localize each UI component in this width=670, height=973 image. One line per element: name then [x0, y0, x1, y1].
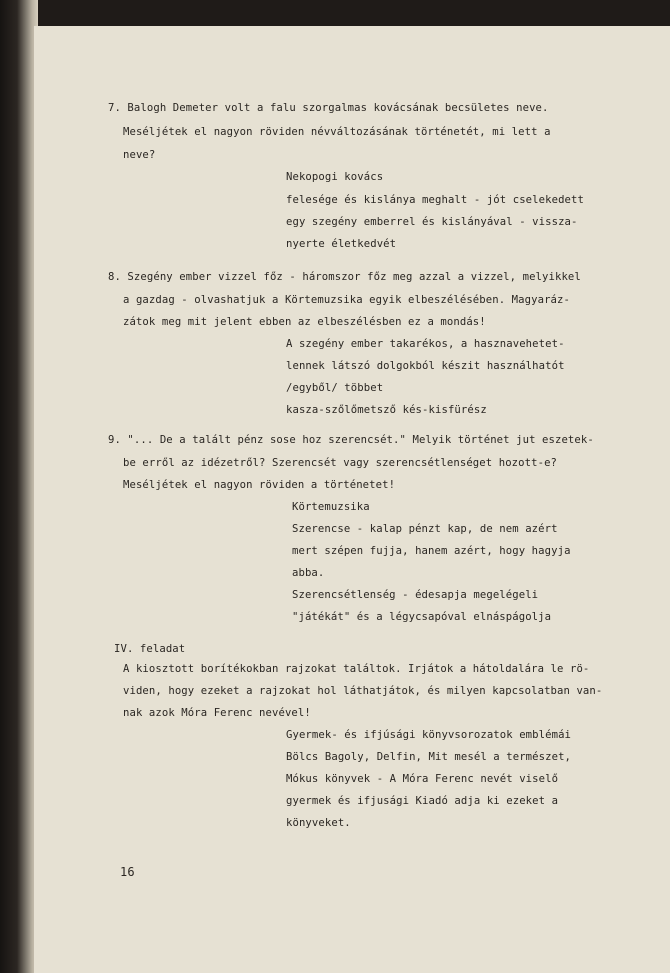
- answer-line: Körtemuzsika: [292, 501, 370, 513]
- book-binding-shadow: [0, 0, 38, 973]
- question-8-line: zátok meg mit jelent ebben az elbeszélésben ez a mondás!: [123, 316, 486, 328]
- answer-line: abba.: [292, 567, 325, 579]
- answer-line: könyveket.: [286, 817, 351, 829]
- question-7-line: neve?: [123, 149, 156, 161]
- section-4-line: A kiosztott borítékokban rajzokat találtok. Irjátok a hátoldalára le rö-: [123, 663, 590, 675]
- answer-line: kasza-szőlőmetsző kés-kisfürész: [286, 404, 487, 416]
- answer-line: Szerencsétlenség - édesapja megelégeli: [292, 589, 539, 601]
- question-8-line: a gazdag - olvashatjuk a Körtemuzsika egyik elbeszélésében. Magyaráz-: [123, 294, 570, 306]
- question-9-line: 9. "... De a talált pénz sose hoz szerencsét." Melyik történet jut eszetek-: [108, 434, 594, 446]
- answer-line: Mókus könyvek - A Móra Ferenc nevét viselő: [286, 773, 559, 785]
- question-9-line: be erről az idézetről? Szerencsét vagy szerencsétlenséget hozott-e?: [123, 457, 558, 469]
- answer-line: "játékát" és a légycsapóval elnáspágolja: [292, 611, 552, 623]
- answer-line: egy szegény emberrel és kislányával - vissza-: [286, 216, 578, 228]
- answer-line: Nekopogi kovács: [286, 171, 384, 183]
- answer-line: /egyből/ többet: [286, 382, 384, 394]
- question-8-line: 8. Szegény ember vizzel főz - háromszor főz meg azzal a vizzel, melyikkel: [108, 271, 581, 283]
- section-4-line: viden, hogy ezeket a rajzokat hol láthatjátok, és milyen kapcsolatban van-: [123, 685, 603, 697]
- question-7-line: 7. Balogh Demeter volt a falu szorgalmas kovácsának becsületes neve.: [108, 102, 549, 114]
- section-heading: IV. feladat: [114, 643, 186, 655]
- answer-line: Gyermek- és ifjúsági könyvsorozatok emblémái: [286, 729, 572, 741]
- answer-line: nyerte életkedvét: [286, 238, 397, 250]
- page-number: 16: [120, 865, 135, 879]
- section-4-line: nak azok Móra Ferenc nevével!: [123, 707, 311, 719]
- question-7-line: Meséljétek el nagyon röviden névváltozásának történetét, mi lett a: [123, 126, 551, 138]
- answer-line: felesége és kislánya meghalt - jót cselekedett: [286, 194, 584, 206]
- answer-line: Szerencse - kalap pénzt kap, de nem azért: [292, 523, 558, 535]
- answer-line: lennek látszó dolgokból készit használhatót: [286, 360, 565, 372]
- answer-line: gyermek és ifjusági Kiadó adja ki ezeket a: [286, 795, 559, 807]
- answer-line: Bölcs Bagoly, Delfin, Mit mesél a természet,: [286, 751, 572, 763]
- document-page: [34, 26, 670, 973]
- answer-line: A szegény ember takarékos, a hasznavehetet-: [286, 338, 565, 350]
- answer-line: mert szépen fujja, hanem azért, hogy hagyja: [292, 545, 571, 557]
- question-9-line: Meséljétek el nagyon röviden a történetet!: [123, 479, 396, 491]
